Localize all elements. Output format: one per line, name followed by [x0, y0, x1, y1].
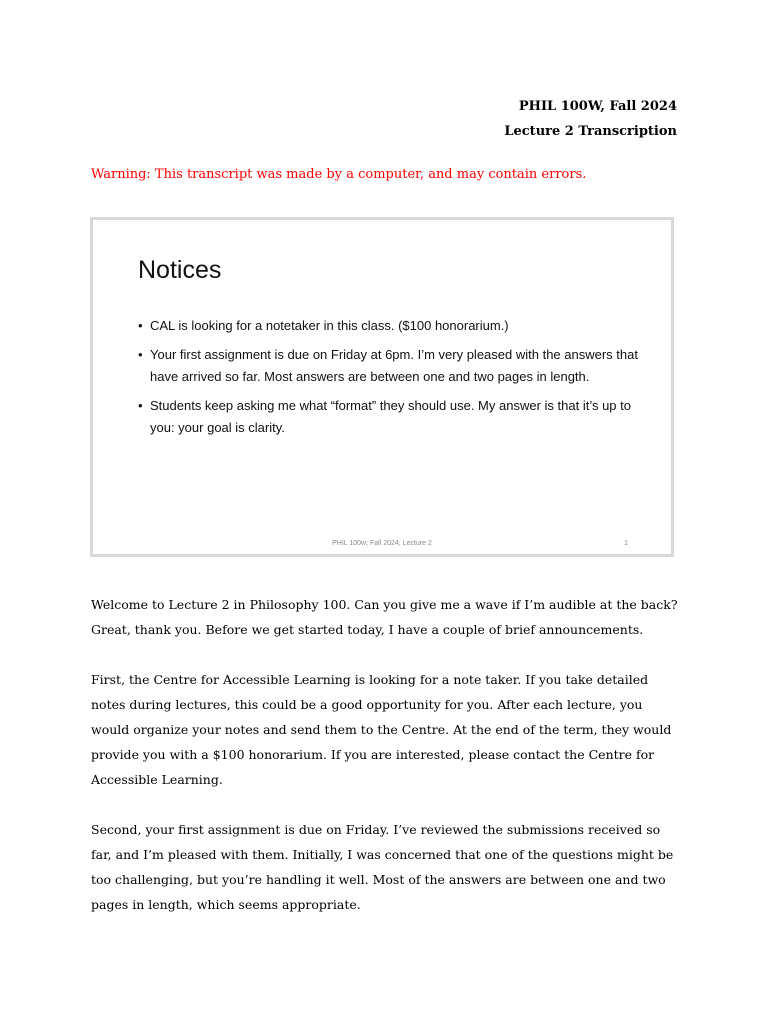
slide-footer: PHIL 100w; Fall 2024; Lecture 2: [332, 540, 432, 547]
document-subtitle: Lecture 2 Transcription: [504, 124, 677, 139]
transcript-body: [91, 592, 681, 942]
warning-notice: Warning: This transcript was made by a computer, and may contain errors.: [91, 167, 587, 182]
slide-image: [90, 217, 674, 557]
transcript-paragraph: Welcome to Lecture 2 in Philosophy 100. Can you give me a wave if I’m audible at the back? Great, thank you. Before we get started today, I have a couple of brief announcements.: [91, 597, 678, 637]
transcript-paragraph: Second, your first assignment is due on Friday. I’ve reviewed the submissions received so far, and I’m pleased with them. Initially, I was concerned that one of the questions might be too challenging, but you’re handling it well. Most of the answers are between one and two pages in length, which seems appropriate.: [91, 822, 674, 912]
slide-bullet: • CAL is looking for a notetaker in this class. ($100 honorarium.): [138, 315, 648, 337]
transcript-paragraph: First, the Centre for Accessible Learning is looking for a note taker. If you take detailed notes during lectures, this could be a good opportunity for you. After each lecture, you would organize your notes and send them to the Centre. At the end of the term, they would provide you with a $100 honorarium. If you are interested, please contact the Centre for Accessible Learning.: [91, 672, 672, 787]
slide-bullet: • Students keep asking me what “format” they should use. My answer is that it’s up to you: your goal is clarity.: [138, 395, 648, 439]
slide-bullet-list: [138, 315, 648, 446]
slide-bullet: • Your first assignment is due on Friday at 6pm. I’m very pleased with the answers that have arrived so far. Most answers are between one and two pages in length.: [138, 344, 648, 388]
slide-page-number: 1: [624, 540, 628, 547]
slide-title: Notices: [138, 256, 222, 284]
course-title: PHIL 100W, Fall 2024: [518, 99, 677, 114]
document-header: [504, 94, 677, 144]
